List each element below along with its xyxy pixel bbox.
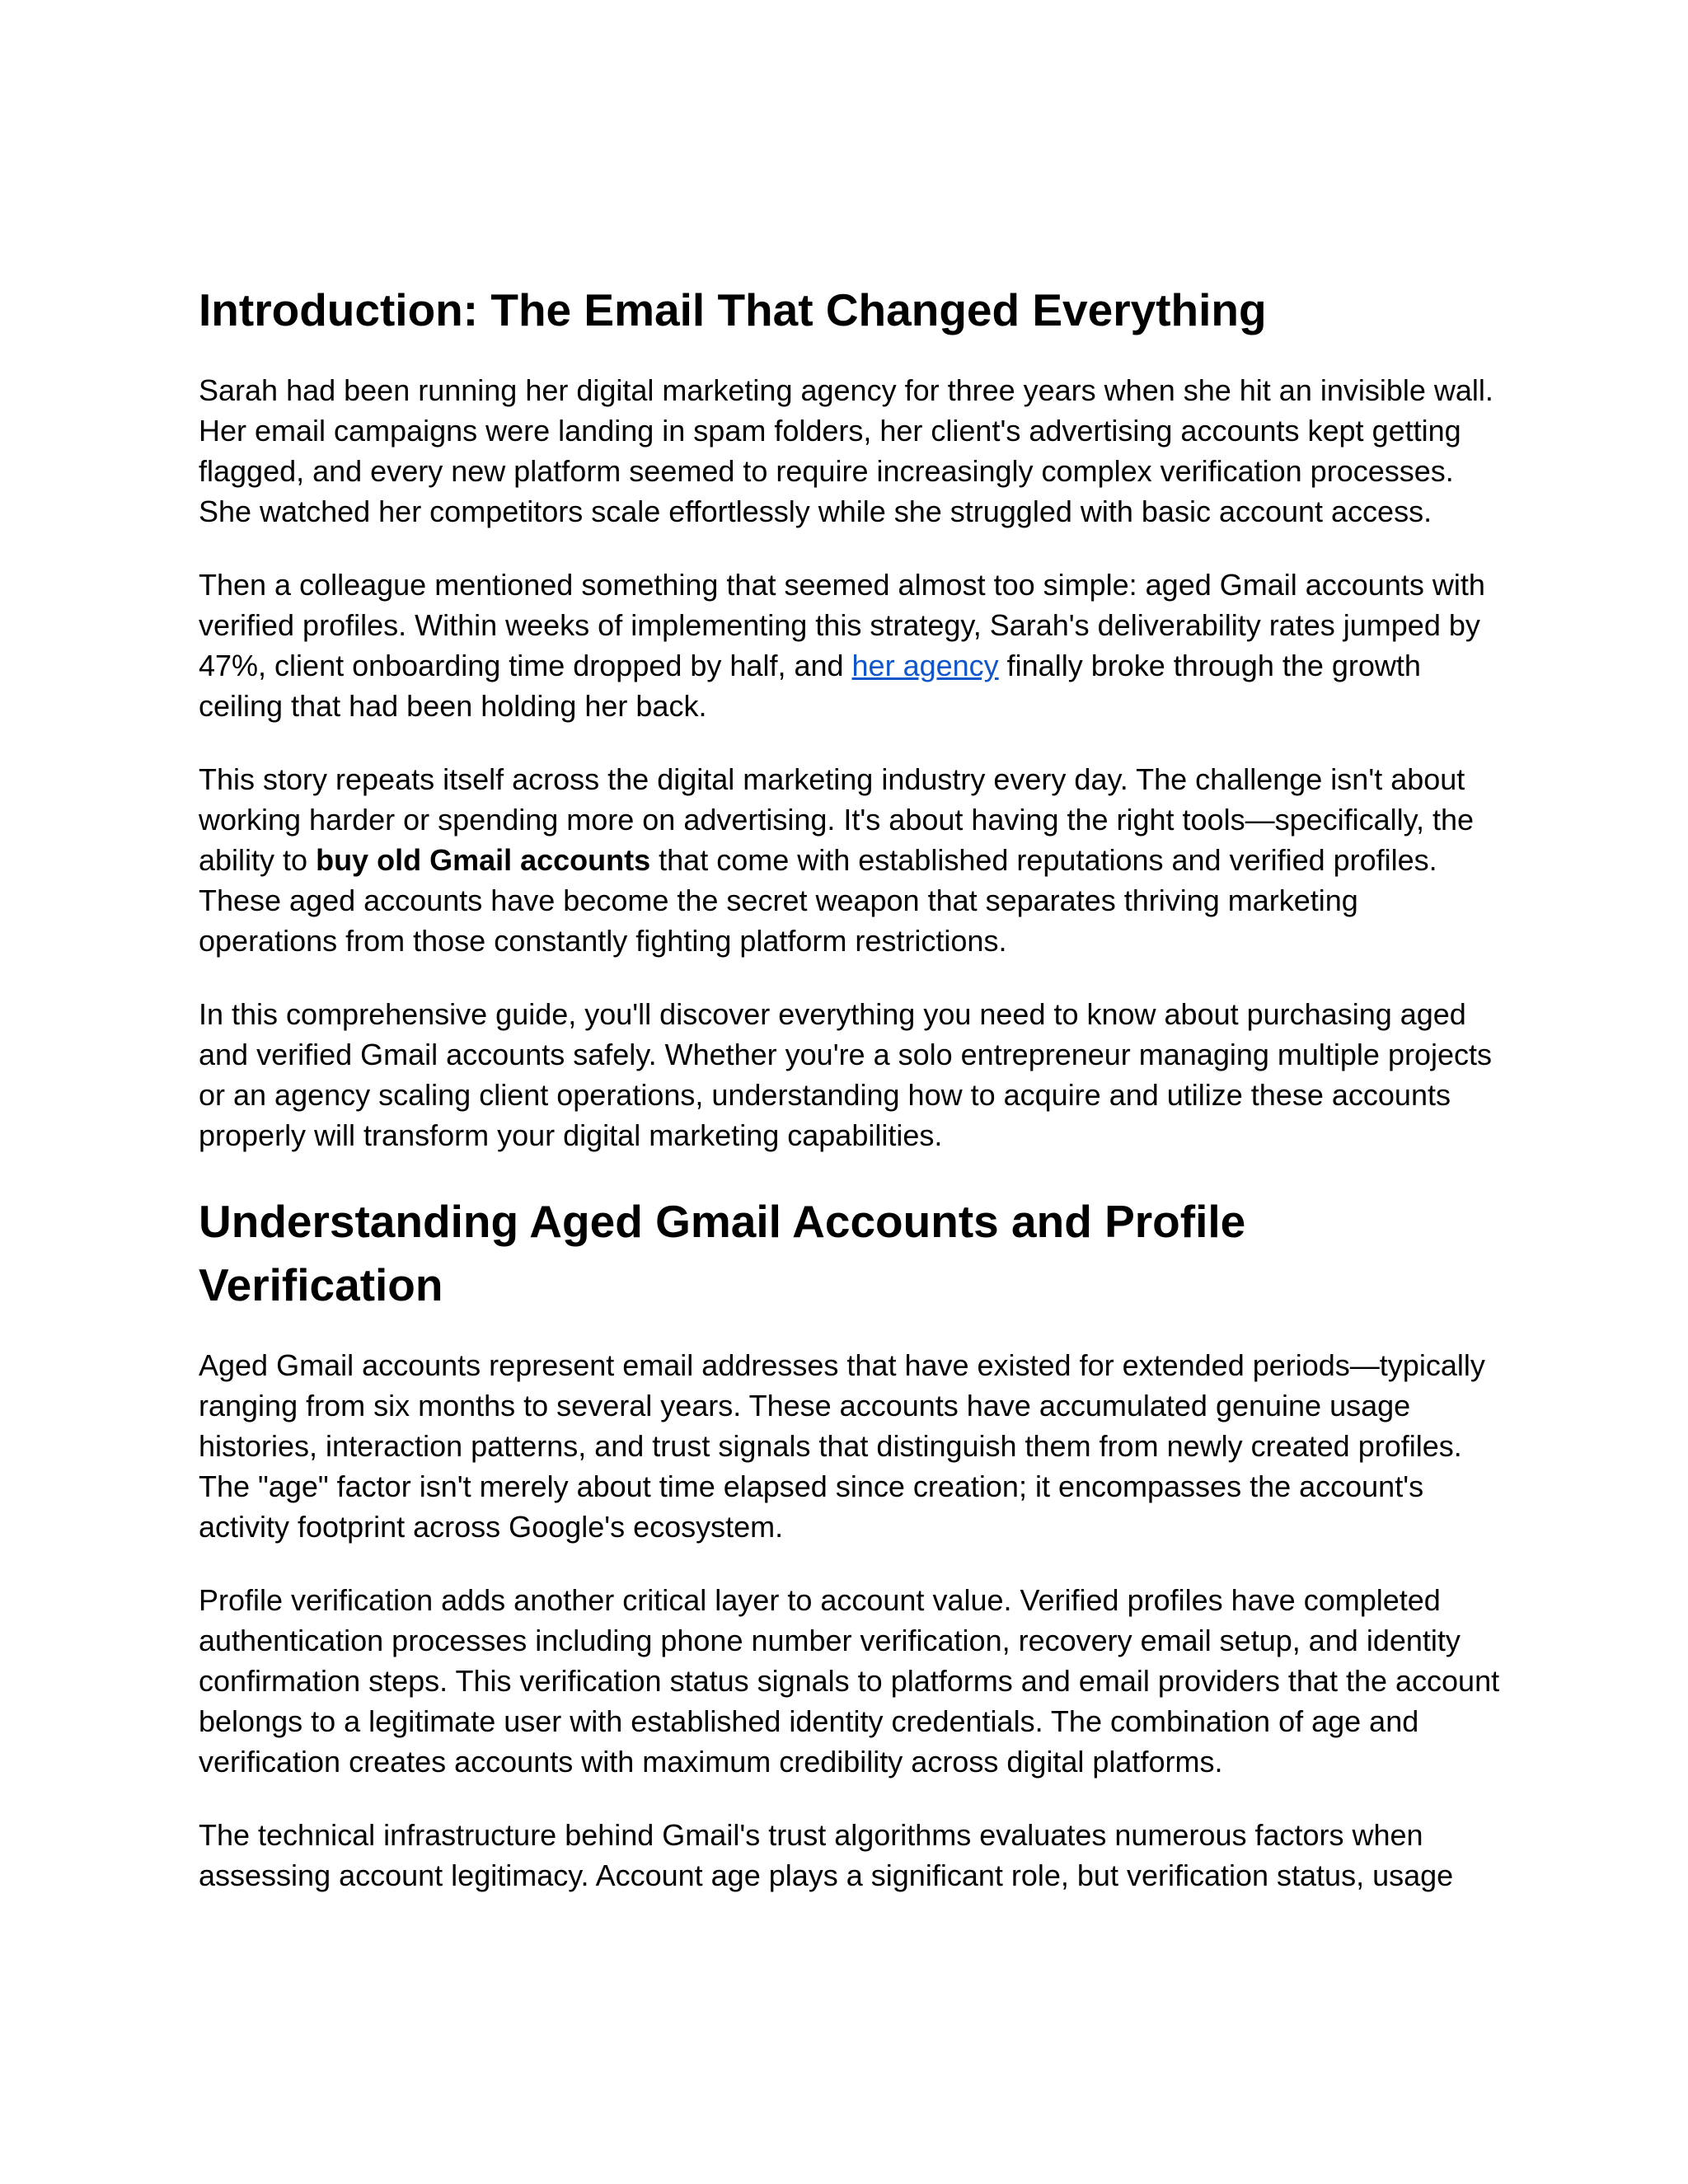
understanding-paragraph-3: The technical infrastructure behind Gmail's trust algorithms evaluates numerous factors when assessing account legitimacy. Account age plays a significant role, but verification status, usage [199, 1818, 1454, 1892]
intro-paragraph-2-text-end: finally broke through the growth ceiling that had been holding her back. [199, 649, 1421, 723]
intro-paragraph-1: Sarah had been running her digital marketing agency for three years when she hit an invisible wall. Her email campaigns were landing in spam folders, her client's advertising accounts kept getting flagged, and every new platform seemed to require increasingly complex verification processes. She watched her competitors scale effortlessly while she struggled with basic account access. [199, 373, 1493, 528]
intro-paragraph-3-text-start: This story repeats itself across the digital marketing industry every day. The challenge isn't about working harder or spending more on advertising. It's about having the right tools—specifically, the ability to [199, 762, 1475, 877]
intro-paragraph-2-text-start: Then a colleague mentioned something that seemed almost too simple: aged Gmail accounts with verified profiles. Within weeks of implementing this strategy, Sarah's deliverability rates jumped by 47%, client onboarding time dropped by half, and [199, 568, 1485, 682]
understanding-paragraph-2: Profile verification adds another critical layer to account value. Verified profiles have completed authentication processes including phone number verification, recovery email setup, and identity confirmation steps. This verification status signals to platforms and email providers that the account belongs to a legitimate user with established identity credentials. The combination of age and verification creates accounts with maximum credibility across digital platforms. [199, 1583, 1500, 1779]
intro-paragraph-4: In this comprehensive guide, you'll discover everything you need to know about purchasing aged and verified Gmail accounts safely. Whether you're a solo entrepreneur managing multiple projects or an agency scaling client operations, understanding how to acquire and utilize these accounts properly will transform your digital marketing capabilities. [199, 997, 1493, 1152]
section-heading-introduction: Introduction: The Email That Changed Everything [199, 284, 1267, 335]
intro-paragraph-3 [199, 759, 1501, 961]
understanding-paragraph-1: Aged Gmail accounts represent email addresses that have existed for extended periods—typically ranging from six months to several years. These accounts have accumulated genuine usage histories, interaction patterns, and trust signals that distinguish them from newly created profiles. The "age" factor isn't merely about time elapsed since creation; it encompasses the account's activity footprint across Google's ecosystem. [199, 1348, 1485, 1544]
section-heading-understanding: Understanding Aged Gmail Accounts and Profile Verification [199, 1196, 1246, 1310]
bold-keyword: buy old Gmail accounts [316, 843, 651, 877]
her-agency-link[interactable]: her agency [851, 649, 999, 682]
intro-paragraph-2 [199, 565, 1501, 726]
intro-paragraph-3-text-end: that come with established reputations and verified profiles. These aged accounts have become the secret weapon that separates thriving marketing operations from those constantly fighting platform restrictions. [199, 843, 1437, 958]
document-page [199, 279, 1501, 1929]
